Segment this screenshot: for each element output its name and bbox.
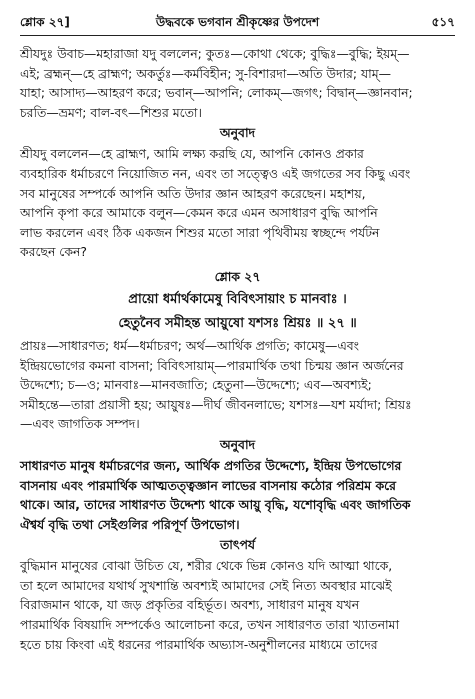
purport-line: তা হলে আমাদের যথার্থ সুখশান্তি অবশ্যই আমাদের সেই নিত্য অবস্থার মাঝেই [20,577,392,593]
purport [20,556,455,654]
synonyms-verse-line: প্রায়ঃ—সাধারণত; ধর্ম—ধর্মাচরণ; অর্থ—আর্থিক প্রগতি; কামেষু—এবং [20,337,360,353]
translation-line: লাভ করলেন এবং ঠিক একজন শিশুর মতো সারা পৃথিবীময় স্বচ্ছন্দে পর্যটন [20,224,380,240]
translation-heading: অনুবাদ [219,436,256,452]
translation-line: ব্যবহারিক ধর্মাচরণে নিয়োজিত নন, এবং তা সত্ত্বেও এই জগতের সব কিছু এবং [20,165,411,181]
verse-heading: শ্লোক ২৭ [214,268,261,284]
translation-heading: অনুবাদ [219,125,256,141]
purport-line: হতে চায় কিংবা এই ধরনের পারমার্থিক অভ্যাস-অনুশীলনের মাধ্যমে তাদের [20,636,378,652]
translation-line: সব মানুষের সম্পর্কে আপনি অতি উদার জ্ঞান আহরণ করেছেন। মহাশয়, [20,185,366,201]
synonyms-verse-line: ইন্দ্রিয়ভোগের কমনা বাসনা; বিবিৎসায়াম্—পারমার্থিক তথা চিন্ময় জ্ঞান অর্জনের [20,357,404,373]
running-header [20,12,455,34]
synonyms-top-line: এই; ব্রহ্মন্—হে ব্রাহ্মণ; অকর্তুঃ—কর্মবিহীন; সু-বিশারদা—অতি উদার; যাম্— [20,65,391,81]
synonyms-top-line: চরতি—ভ্রমণ; বাল-বৎ—শিশুর মতো। [20,104,202,120]
synonyms-verse-line: —এবং জাগতিক সম্পদ। [20,416,140,432]
synonyms-verse [20,336,455,434]
header-chapter-title: উদ্ধবকে ভগবান শ্রীকৃষ্ণের উপদেশ [155,15,320,29]
translation-1 [20,144,455,262]
translation-line: আপনি কৃপা করে আমাকে বলুন—কেমন করে এমন অসাধারণ বুদ্ধি আপনি [20,205,378,221]
synonyms-top-line: শ্রীযদুঃ উবাচ—মহারাজা যদু বললেন; কুতঃ—কোথা থেকে; বুদ্ধিঃ—বুদ্ধি; ইয়ম্— [20,46,410,61]
translation-line: থাকে। আর, তাদের সাধারণত উদ্দেশ্য থাকে আয়ু বৃদ্ধি, যশোবৃদ্ধি এবং জাগতিক [20,497,411,513]
purport-line: বুদ্ধিমান মানুষের বোঝা উচিত যে, শরীর থেকে ভিন্ন কোনও যদি আত্মা থাকে, [20,558,393,574]
synonyms-verse-line: সমীহন্তে—তারা প্রয়াসী হয়; আয়ুষঃ—দীর্ঘ জীবনলাভে; যশসঃ—যশ মর্যাদা; শ্রিয়ঃ [20,396,412,412]
verse-text [20,288,455,336]
translation-line: করছেন কেন? [20,244,87,260]
translation-2 [20,456,455,534]
synonyms-top-line: যাহা; আসাদ্য—আহরণ করে; ভবান্—আপনি; লোকম্—জগৎ; বিদ্বান্—জ্ঞানবান; [20,85,413,101]
translation-line: সাধারণত মানুষ ধর্মাচরণের জন্য, আর্থিক প্রগতির উদ্দেশ্যে, ইন্দ্রিয় উপভোগের [20,457,402,473]
header-verse-ref: শ্লোক ২৭] [20,15,70,29]
synonyms-verse-line: উদ্দেশ্যে; চ—ও; মানবাঃ—মানবজাতি; হেতুনা—উদ্দেশ্যে; এব—অবশ্যই; [20,377,372,393]
translation-line: শ্রীযদু বললেন—হে ব্রাহ্মণ, আমি লক্ষ্য করছি যে, আপনি কোনও প্রকার [20,146,364,162]
page-content [20,44,455,654]
verse-line: প্রায়ো ধর্মার্থকামেষু বিবিৎসায়াং চ মানবাঃ । [128,291,347,307]
header-rule [20,35,455,36]
purport-line: বিরাজমান থাকে, যা জড় প্রকৃতির বহির্ভূত। অবশ্য, সাধারণ মানুষ যখন [20,597,360,613]
synonyms-top [20,44,455,122]
verse-line: হেতুনৈব সমীহন্ত আয়ুষো যশসঃ শ্রিয়ঃ ॥ ২৭ ॥ [118,315,357,331]
purport-heading: তাৎপর্য [219,537,256,553]
translation-line: বাসনায় এবং পারমার্থিক আত্মতত্ত্বজ্ঞান লাভের বাসনায় কঠোর পরিশ্রম করে [20,477,396,493]
purport-line: পারমার্থিক বিষয়াদি সম্পর্কেও আলোচনা করে, তখন সাধারণত তারা খ্যাতনামা [20,617,400,633]
translation-line: ঐশ্বর্য বৃদ্ধি তথা সেইগুলির পরিপূর্ণ উপভোগ। [20,516,240,532]
page-number: ৫১৭ [431,15,455,29]
